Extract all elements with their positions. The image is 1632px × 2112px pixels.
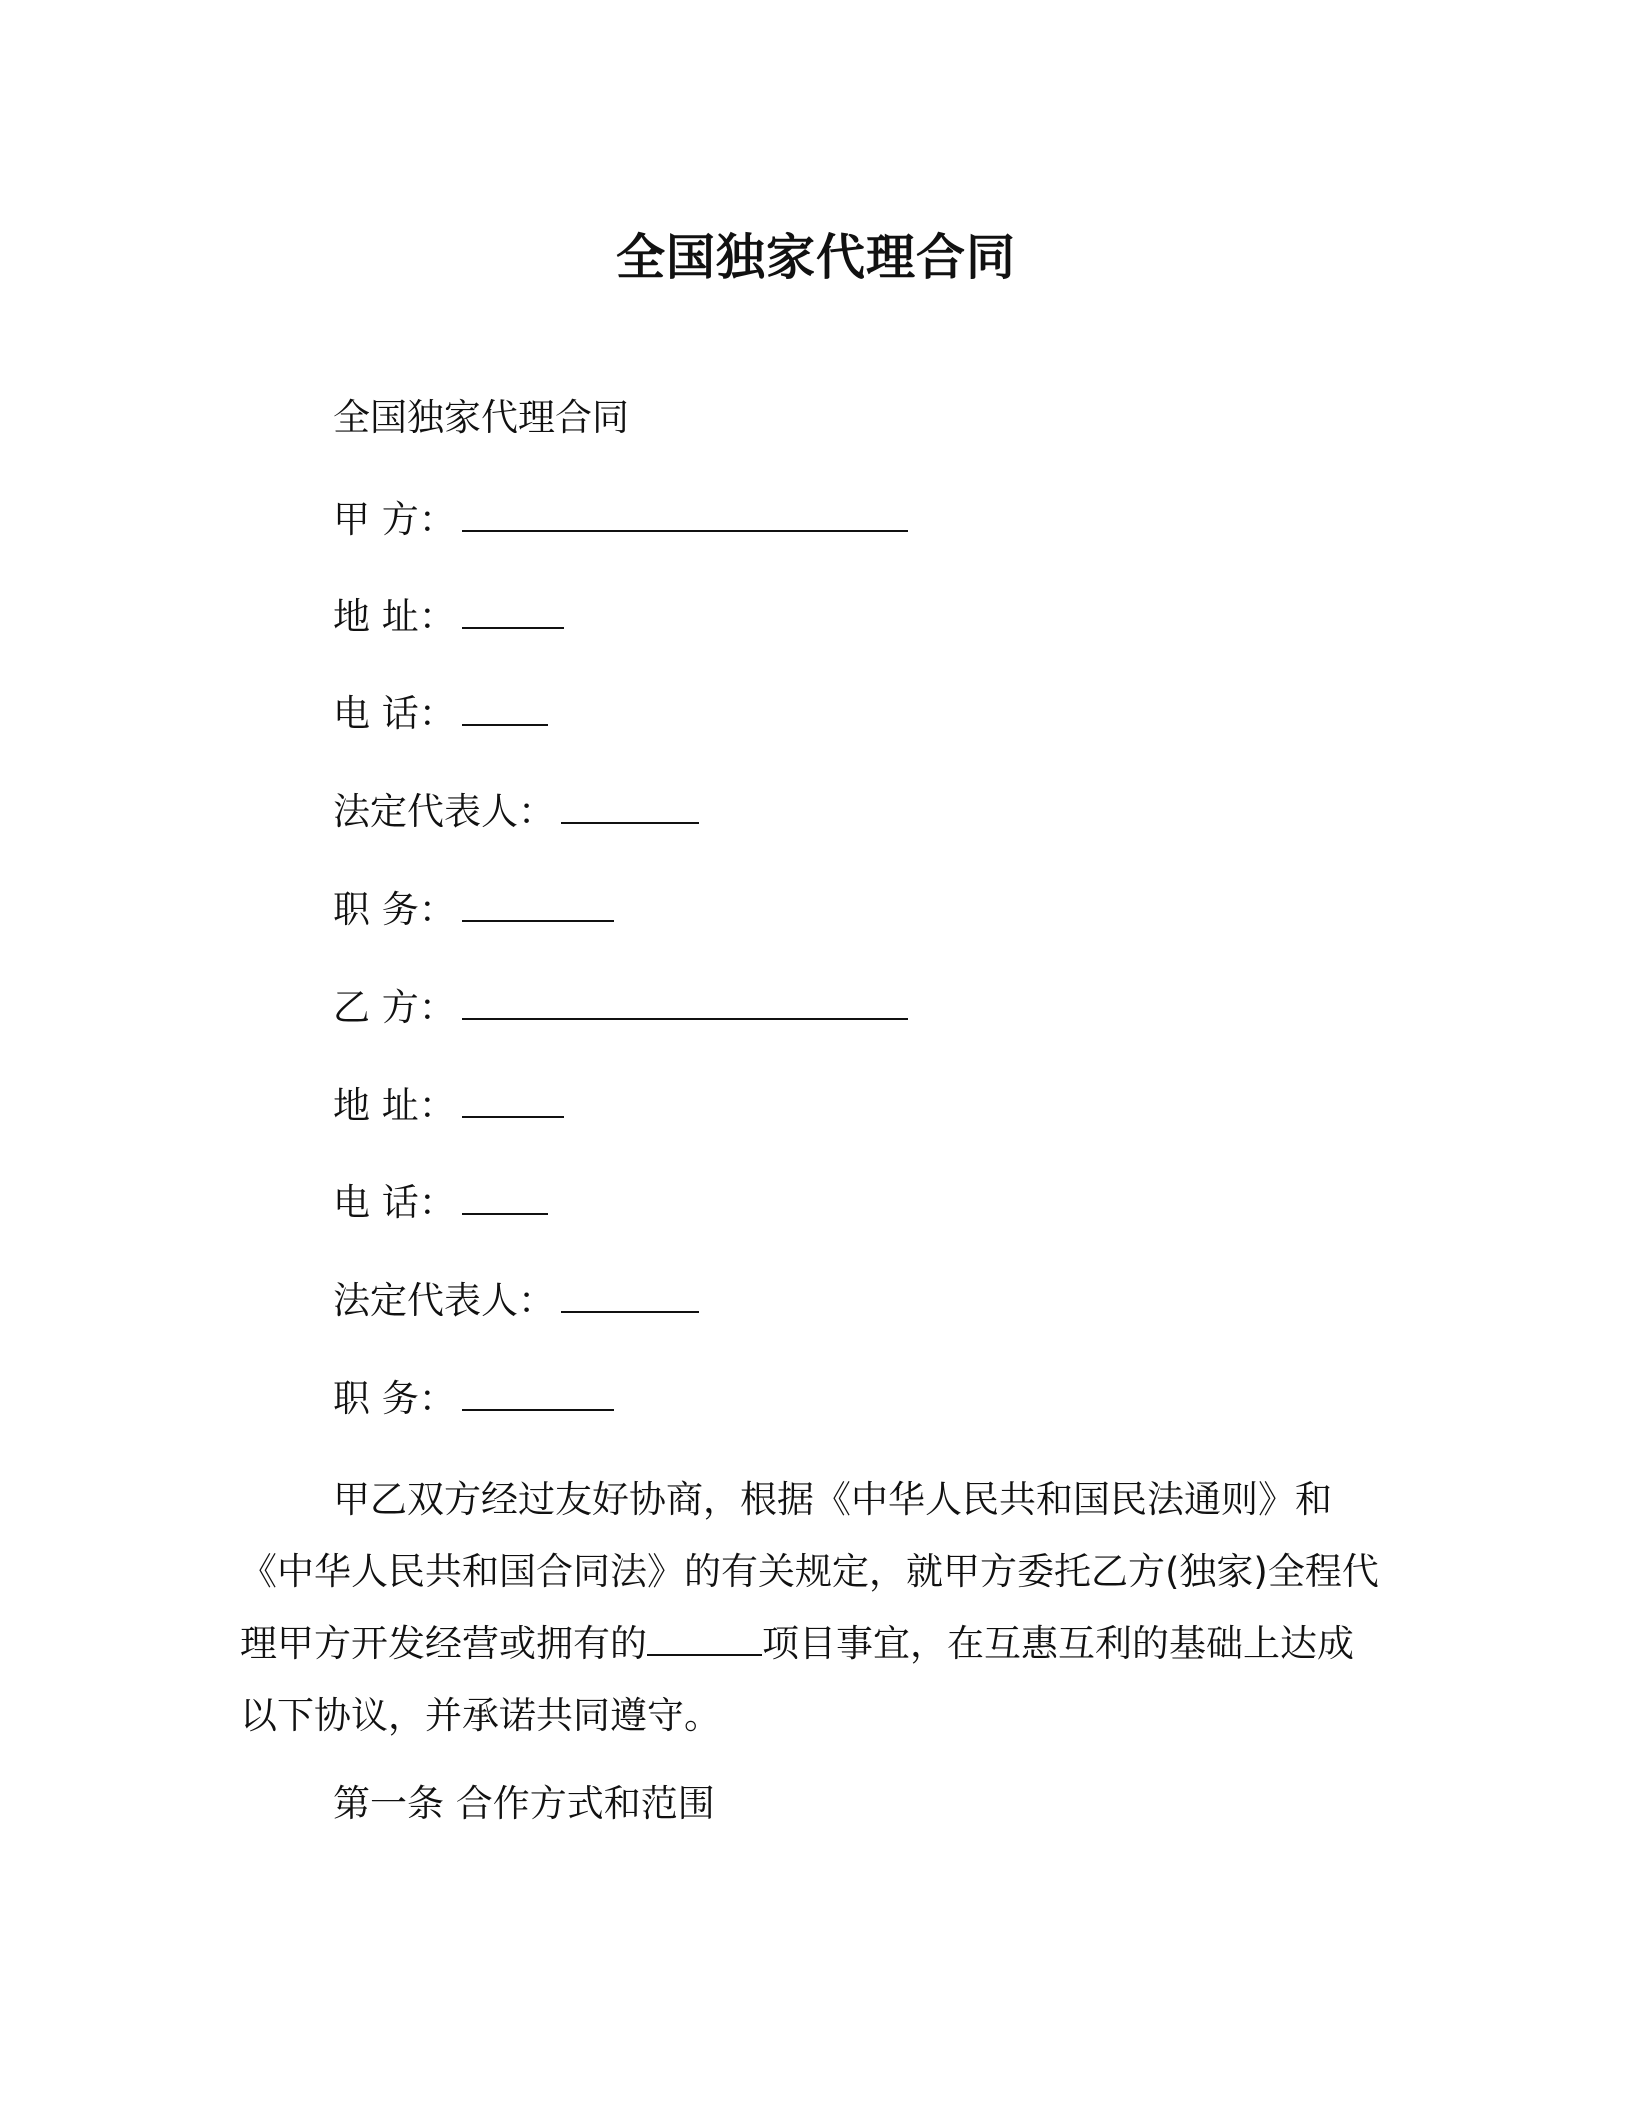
intro-line-2: 《中华人民共和国合同法》的有关规定，就甲方委托乙方(独家)全程代: [240, 1550, 1379, 1593]
party-a-address-blank: [462, 591, 564, 629]
party-a-position-label: 职 务：: [333, 888, 456, 931]
party-b-address-label: 地 址：: [333, 1084, 456, 1127]
document-title: 全国独家代理合同: [615, 229, 1016, 286]
party-a-legal-rep-row: [333, 786, 699, 836]
party-b-phone-blank: [462, 1177, 548, 1215]
intro-line-4: 以下协议，并承诺共同遵守。: [240, 1694, 721, 1737]
party-b-blank: [462, 982, 908, 1020]
party-b-address-row: [333, 1080, 564, 1130]
party-b-phone-row: [333, 1177, 548, 1227]
party-a-legal-rep-label: 法定代表人：: [333, 790, 555, 833]
party-a-phone-row: [333, 688, 548, 738]
party-b-legal-rep-blank: [561, 1275, 699, 1313]
intro-line-1: 甲乙双方经过友好协商，根据《中华人民共和国民法通则》和: [333, 1478, 1332, 1521]
party-b-position-blank: [462, 1373, 614, 1411]
party-b-row: [333, 982, 908, 1032]
intro-line-3-after: 项目事宜，在互惠互利的基础上达成: [762, 1622, 1354, 1665]
party-a-position-blank: [462, 884, 614, 922]
party-a-row: [333, 494, 908, 544]
party-a-label: 甲 方：: [333, 498, 456, 541]
project-name-blank: [647, 1620, 762, 1656]
party-b-label: 乙 方：: [333, 986, 456, 1029]
party-a-address-row: [333, 591, 564, 641]
party-a-address-label: 地 址：: [333, 595, 456, 638]
party-b-legal-rep-row: [333, 1275, 699, 1325]
intro-line-3-before: 理甲方开发经营或拥有的: [240, 1622, 647, 1665]
party-a-phone-blank: [462, 688, 548, 726]
party-b-phone-label: 电 话：: [333, 1181, 456, 1224]
party-a-phone-label: 电 话：: [333, 692, 456, 735]
party-b-legal-rep-label: 法定代表人：: [333, 1279, 555, 1322]
party-a-position-row: [333, 884, 614, 934]
party-b-address-blank: [462, 1080, 564, 1118]
article-1-heading: 第一条 合作方式和范围: [333, 1782, 715, 1825]
party-b-position-label: 职 务：: [333, 1377, 456, 1420]
intro-paragraph: [240, 1464, 1390, 1752]
intro-line-3: [240, 1608, 1390, 1680]
contract-subtitle: 全国独家代理合同: [333, 396, 629, 439]
party-a-legal-rep-blank: [561, 786, 699, 824]
party-b-position-row: [333, 1373, 614, 1423]
party-a-blank: [462, 494, 908, 532]
